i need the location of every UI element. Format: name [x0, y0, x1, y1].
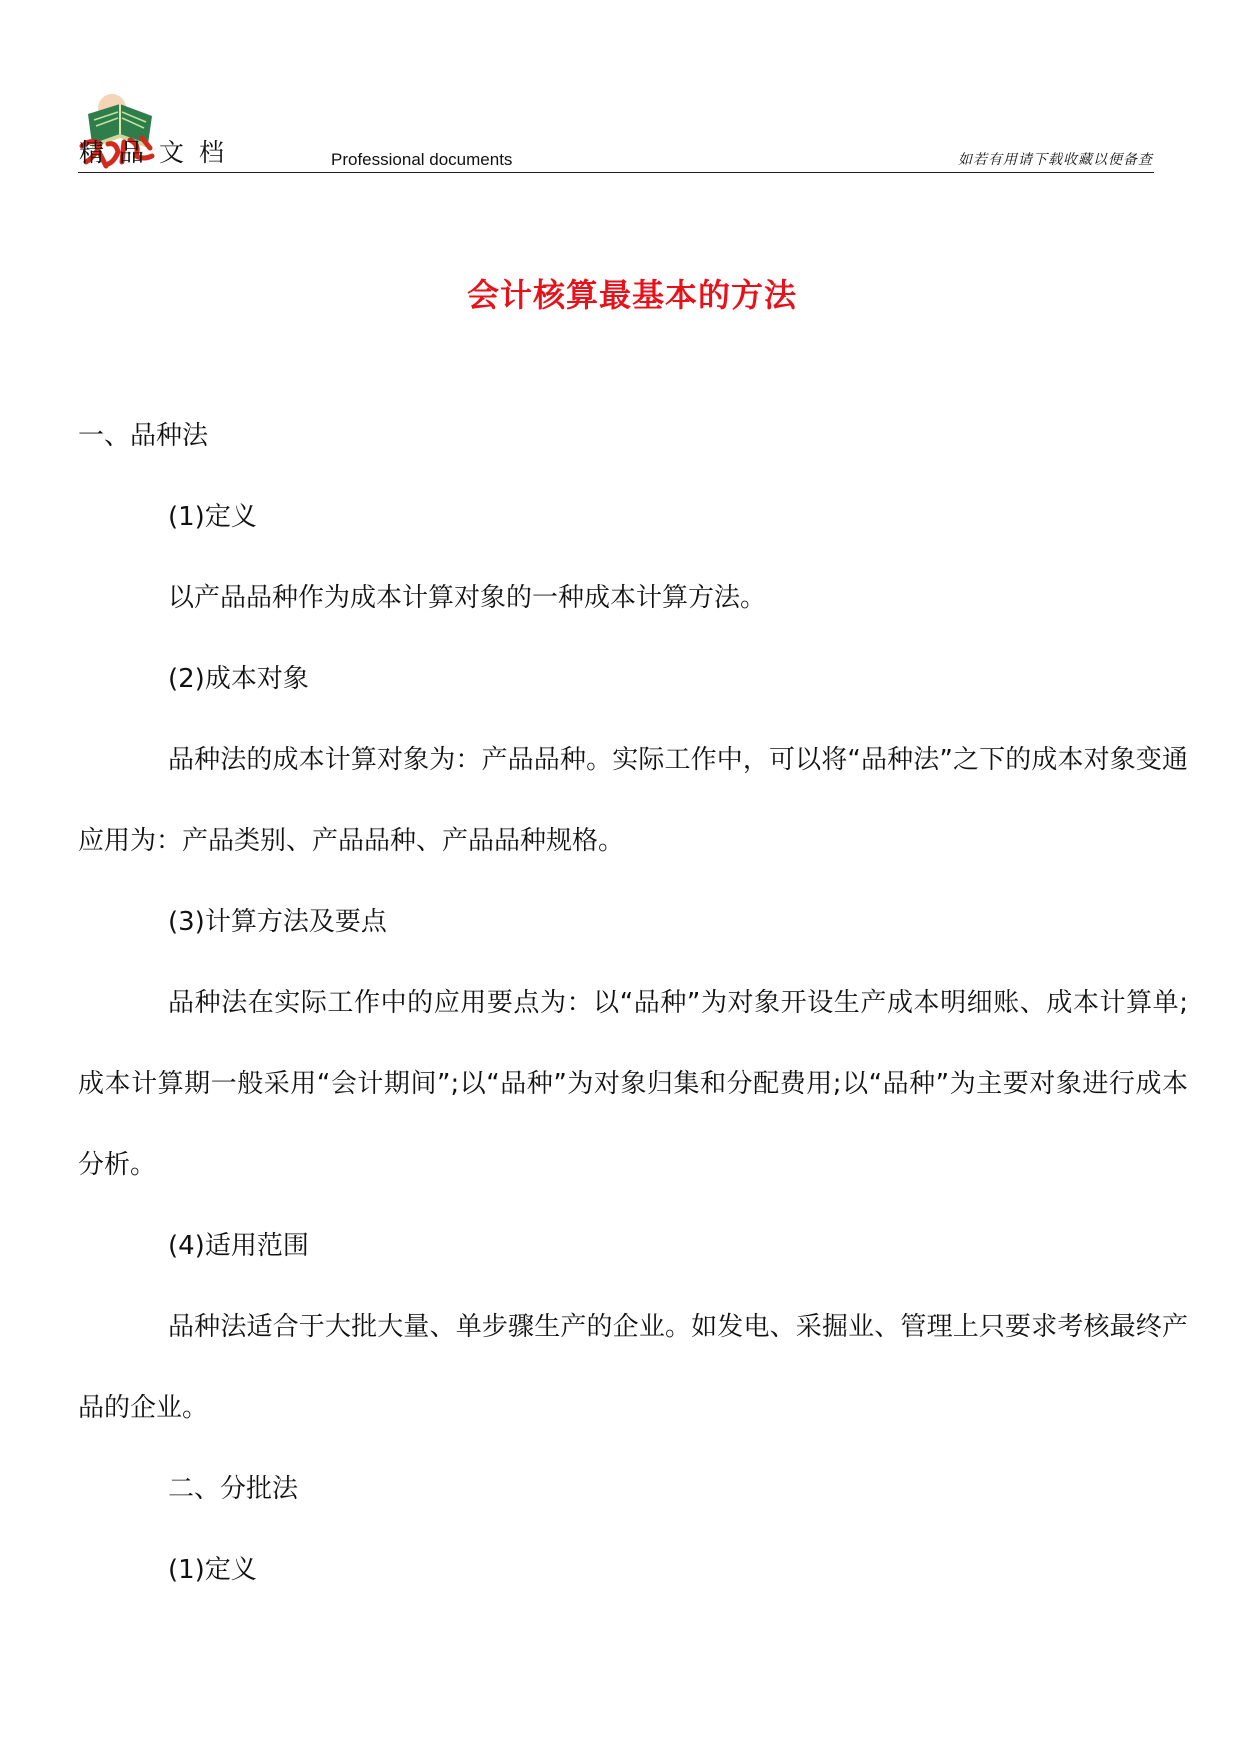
document-body	[78, 396, 1188, 1611]
subsection-heading: (2)成本对象	[168, 664, 309, 694]
subsection-heading: (1)定义	[168, 1555, 257, 1585]
section-heading: 二、分批法	[168, 1474, 299, 1504]
brand-name-cn: 精品文档	[79, 138, 240, 167]
paragraph: 品种法的成本计算对象为：产品品种。实际工作中，可以将“品种法”之下的成本对象变通应用为：产品类别、产品品种、产品品种规格。	[78, 745, 1188, 856]
paragraph: 品种法在实际工作中的应用要点为：以“品种”为对象开设生产成本明细账、成本计算单;成本计算期一般采用“会计期间”;以“品种”为对象归集和分配费用;以“品种”为主要对象进行成本分析。	[78, 988, 1188, 1180]
header-divider	[78, 172, 1154, 173]
brand-name-en: Professional documents	[331, 150, 513, 169]
section-heading: 一、品种法	[78, 421, 209, 451]
subsection-heading: (1)定义	[168, 502, 257, 532]
document-title: 会计核算最基本的方法	[466, 276, 797, 315]
subsection-heading: (3)计算方法及要点	[168, 907, 387, 937]
paragraph: 品种法适合于大批大量、单步骤生产的企业。如发电、采掘业、管理上只要求考核最终产品的企业。	[78, 1312, 1188, 1423]
paragraph: 以产品品种作为成本计算对象的一种成本计算方法。	[168, 583, 767, 613]
header-tagline: 如若有用请下载收藏以便备查	[958, 152, 1153, 168]
subsection-heading: (4)适用范围	[168, 1231, 309, 1261]
